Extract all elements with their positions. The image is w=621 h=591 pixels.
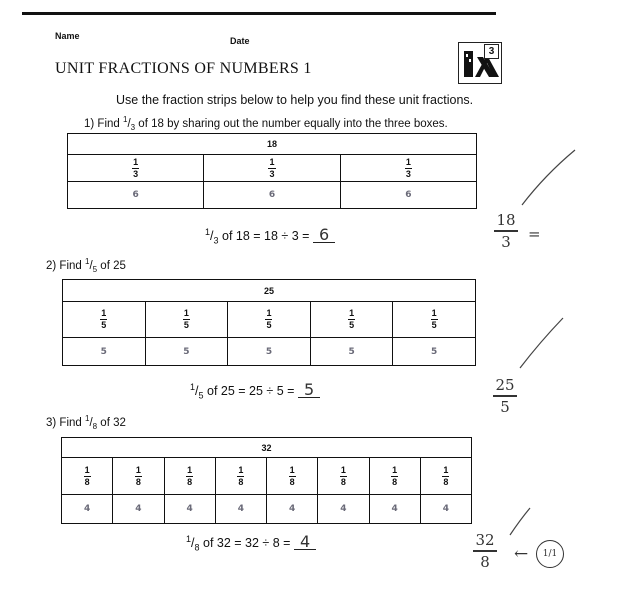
strip-1-total: 18 — [68, 134, 477, 155]
strip-2-answer[interactable]: 5 — [145, 338, 228, 366]
strip-2-part: $\frac{1}{5}$ — [310, 302, 393, 338]
strip-3-part: $\frac{1}{8}$ — [164, 458, 215, 495]
tick-mark-3 — [510, 508, 530, 535]
strip-3-answer[interactable]: 4 — [164, 495, 215, 524]
strip-2-part: $\frac{1}{5}$ — [145, 302, 228, 338]
strip-2-answer[interactable]: 5 — [310, 338, 393, 366]
margin-note-3: 32 8 — [473, 532, 497, 570]
strip-3-part: $\frac{1}{8}$ — [267, 458, 318, 495]
strip-3-answer[interactable]: 4 — [369, 495, 420, 524]
strip-1-answer[interactable]: 6 — [340, 182, 476, 209]
strip-1-part: $\frac{1}{3}$ — [204, 155, 340, 182]
strip-3-answer[interactable]: 4 — [215, 495, 266, 524]
equation-1-answer[interactable]: 6 — [313, 228, 335, 243]
instructions: Use the fraction strips below to help you find these unit fractions. — [116, 93, 474, 107]
strip-3-part: $\frac{1}{8}$ — [318, 458, 369, 495]
strip-1-part: $\frac{1}{3}$ — [68, 155, 204, 182]
strip-2-part: $\frac{1}{5}$ — [63, 302, 146, 338]
question-1-prompt: 1) Find $^1/_3$ of 18 by sharing out the number equally into the three boxes. — [84, 115, 448, 133]
strip-2-part: $\frac{1}{5}$ — [393, 302, 476, 338]
strip-3-part: $\frac{1}{8}$ — [113, 458, 164, 495]
date-label: Date — [230, 36, 250, 46]
strip-3-part: $\frac{1}{8}$ — [215, 458, 266, 495]
strip-3-answer[interactable]: 4 — [267, 495, 318, 524]
equation-1: $^1/_3$ of 18 = 18 ÷ 3 = 6 — [205, 227, 335, 246]
strip-1-part: $\frac{1}{3}$ — [340, 155, 476, 182]
strip-1-answer[interactable]: 6 — [68, 182, 204, 209]
logo-number: 3 — [484, 44, 499, 59]
strip-2-answer[interactable]: 5 — [393, 338, 476, 366]
strip-3-part: $\frac{1}{8}$ — [369, 458, 420, 495]
strip-3-answer[interactable]: 4 — [113, 495, 164, 524]
tick-mark-2 — [520, 318, 563, 368]
strip-2-part: $\frac{1}{5}$ — [228, 302, 311, 338]
margin-note-1-equals: = — [528, 225, 541, 243]
equation-3: $^1/_8$ of 32 = 32 ÷ 8 = 4 — [186, 534, 316, 553]
strip-3-part: $\frac{1}{8}$ — [420, 458, 471, 495]
strip-3-answer[interactable]: 4 — [318, 495, 369, 524]
margin-note-1: 18 3 — [494, 212, 518, 250]
question-2-prompt: 2) Find $^1/_5$ of 25 — [46, 257, 126, 275]
equation-2-answer[interactable]: 5 — [298, 383, 320, 398]
equation-2: $^1/_5$ of 25 = 25 ÷ 5 = 5 — [190, 382, 320, 401]
question-3-prompt: 3) Find $^1/_8$ of 32 — [46, 414, 126, 432]
strip-2-answer[interactable]: 5 — [228, 338, 311, 366]
name-label: Name — [55, 31, 80, 41]
strip-3-answer[interactable]: 4 — [420, 495, 471, 524]
margin-note-3-arrow: ← — [514, 544, 529, 564]
tick-mark-1 — [522, 150, 575, 205]
strip-1-answer[interactable]: 6 — [204, 182, 340, 209]
strip-3-total: 32 — [62, 438, 472, 458]
margin-note-2: 25 5 — [493, 377, 517, 415]
margin-note-3-circle: 1/1 — [536, 540, 564, 568]
strip-3-answer[interactable]: 4 — [62, 495, 113, 524]
strip-2-total: 25 — [63, 280, 476, 302]
worksheet-title: UNIT FRACTIONS OF NUMBERS 1 — [55, 60, 312, 77]
strip-3-part: $\frac{1}{8}$ — [62, 458, 113, 495]
equation-3-answer[interactable]: 4 — [294, 535, 316, 550]
strip-2-answer[interactable]: 5 — [63, 338, 146, 366]
